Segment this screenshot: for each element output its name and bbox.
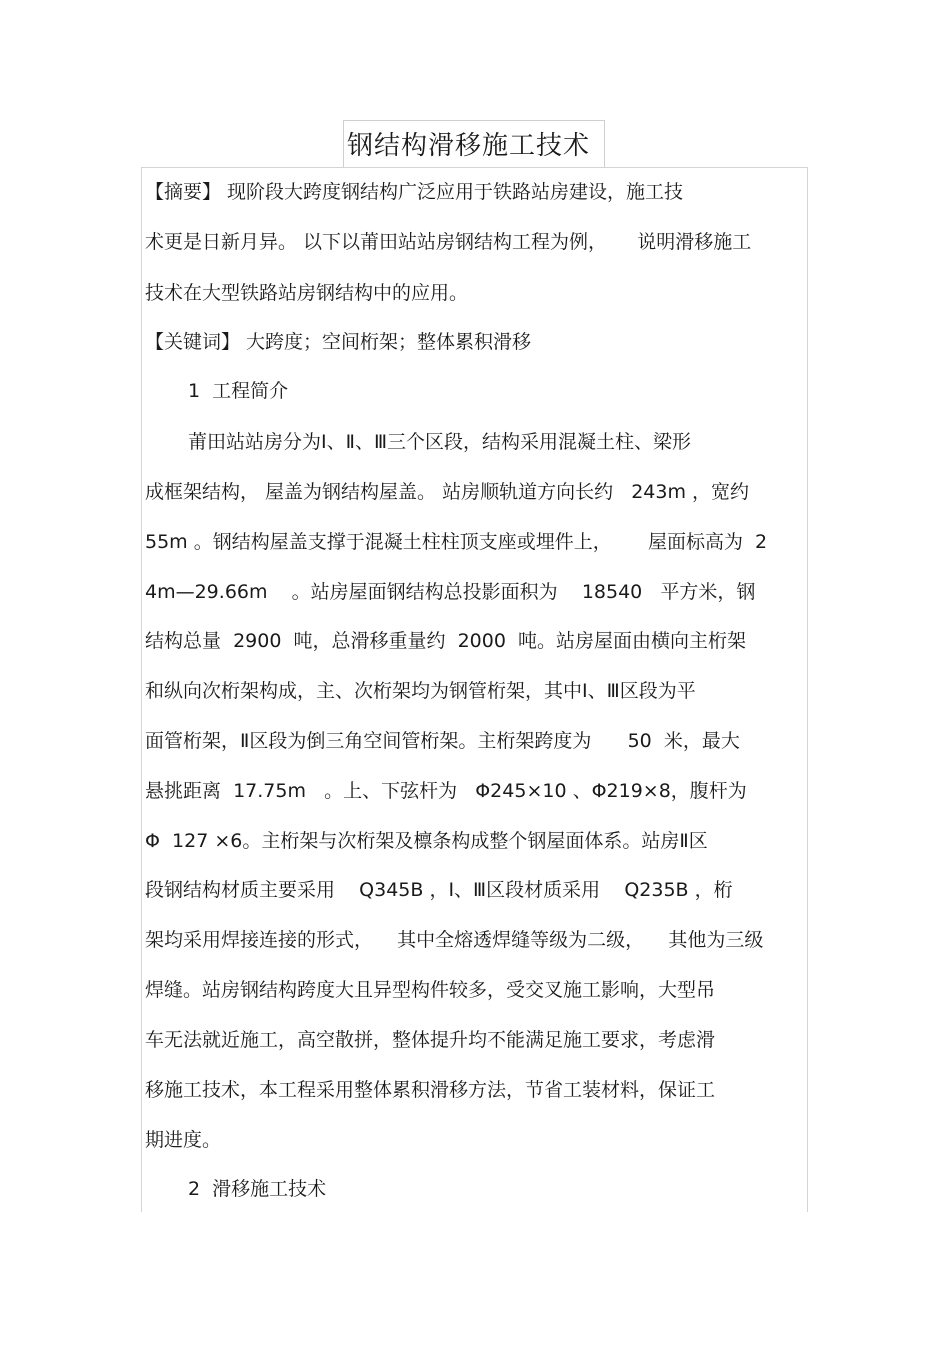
- content-frame-top-border: [141, 167, 808, 168]
- body-line-5: 结构总量 2900 吨，总滑移重量约 2000 吨。站房屋面由横向主桁架: [145, 630, 747, 652]
- body-line-4: 4m—29.66m 。站房屋面钢结构总投影面积为 18540 平方米，钢: [145, 581, 756, 603]
- section-heading-2: 2 滑移施工技术: [188, 1178, 327, 1200]
- body-line-9: Φ 127 ×6。主桁架与次桁架及檩条构成整个钢屋面体系。站房Ⅱ区: [145, 830, 708, 852]
- abstract-line-3: 技术在大型铁路站房钢结构中的应用。: [145, 282, 469, 304]
- body-line-7: 面管桁架，Ⅱ区段为倒三角空间管桁架。主桁架跨度为 50 米，最大: [145, 730, 740, 752]
- content-frame-right-border: [807, 167, 808, 1212]
- body-line-6: 和纵向次桁架构成，主、次桁架均为钢管桁架，其中Ⅰ、Ⅲ区段为平: [145, 680, 696, 702]
- body-line-10: 段钢结构材质主要采用 Q345B ，Ⅰ、Ⅲ区段材质采用 Q235B ，桁: [145, 879, 733, 901]
- abstract-line-1: 【摘要】 现阶段大跨度钢结构广泛应用于铁路站房建设，施工技: [145, 181, 684, 203]
- content-frame-left-border: [141, 167, 142, 1212]
- body-line-15: 期进度。: [145, 1129, 222, 1151]
- body-line-3: 55m 。钢结构屋盖支撑于混凝土柱柱顶支座或埋件上， 屋面标高为 2: [145, 531, 768, 553]
- body-line-12: 焊缝。站房钢结构跨度大且异型构件较多，受交叉施工影响，大型吊: [145, 979, 716, 1001]
- body-line-11: 架均采用焊接连接的形式， 其中全熔透焊缝等级为二级， 其他为三级: [145, 929, 764, 951]
- body-line-1: 莆田站站房分为Ⅰ、Ⅱ、Ⅲ三个区段，结构采用混凝土柱、梁形: [188, 431, 692, 453]
- body-line-8: 悬挑距离 17.75m 。上、下弦杆为 Φ245×10 、Φ219×8，腹杆为: [145, 780, 747, 802]
- keywords-line: 【关键词】 大跨度；空间桁架；整体累积滑移: [145, 331, 532, 353]
- body-line-2: 成框架结构， 屋盖为钢结构屋盖。 站房顺轨道方向长约 243m ，宽约: [145, 481, 750, 503]
- section-heading-1: 1 工程简介: [188, 380, 289, 402]
- document-title: 钢结构滑移施工技术: [347, 131, 591, 161]
- body-line-14: 移施工技术，本工程采用整体累积滑移方法，节省工装材料，保证工: [145, 1079, 716, 1101]
- abstract-line-2: 术更是日新月异。 以下以莆田站站房钢结构工程为例， 说明滑移施工: [145, 231, 752, 253]
- body-line-13: 车无法就近施工，高空散拼，整体提升均不能满足施工要求，考虑滑: [145, 1029, 716, 1051]
